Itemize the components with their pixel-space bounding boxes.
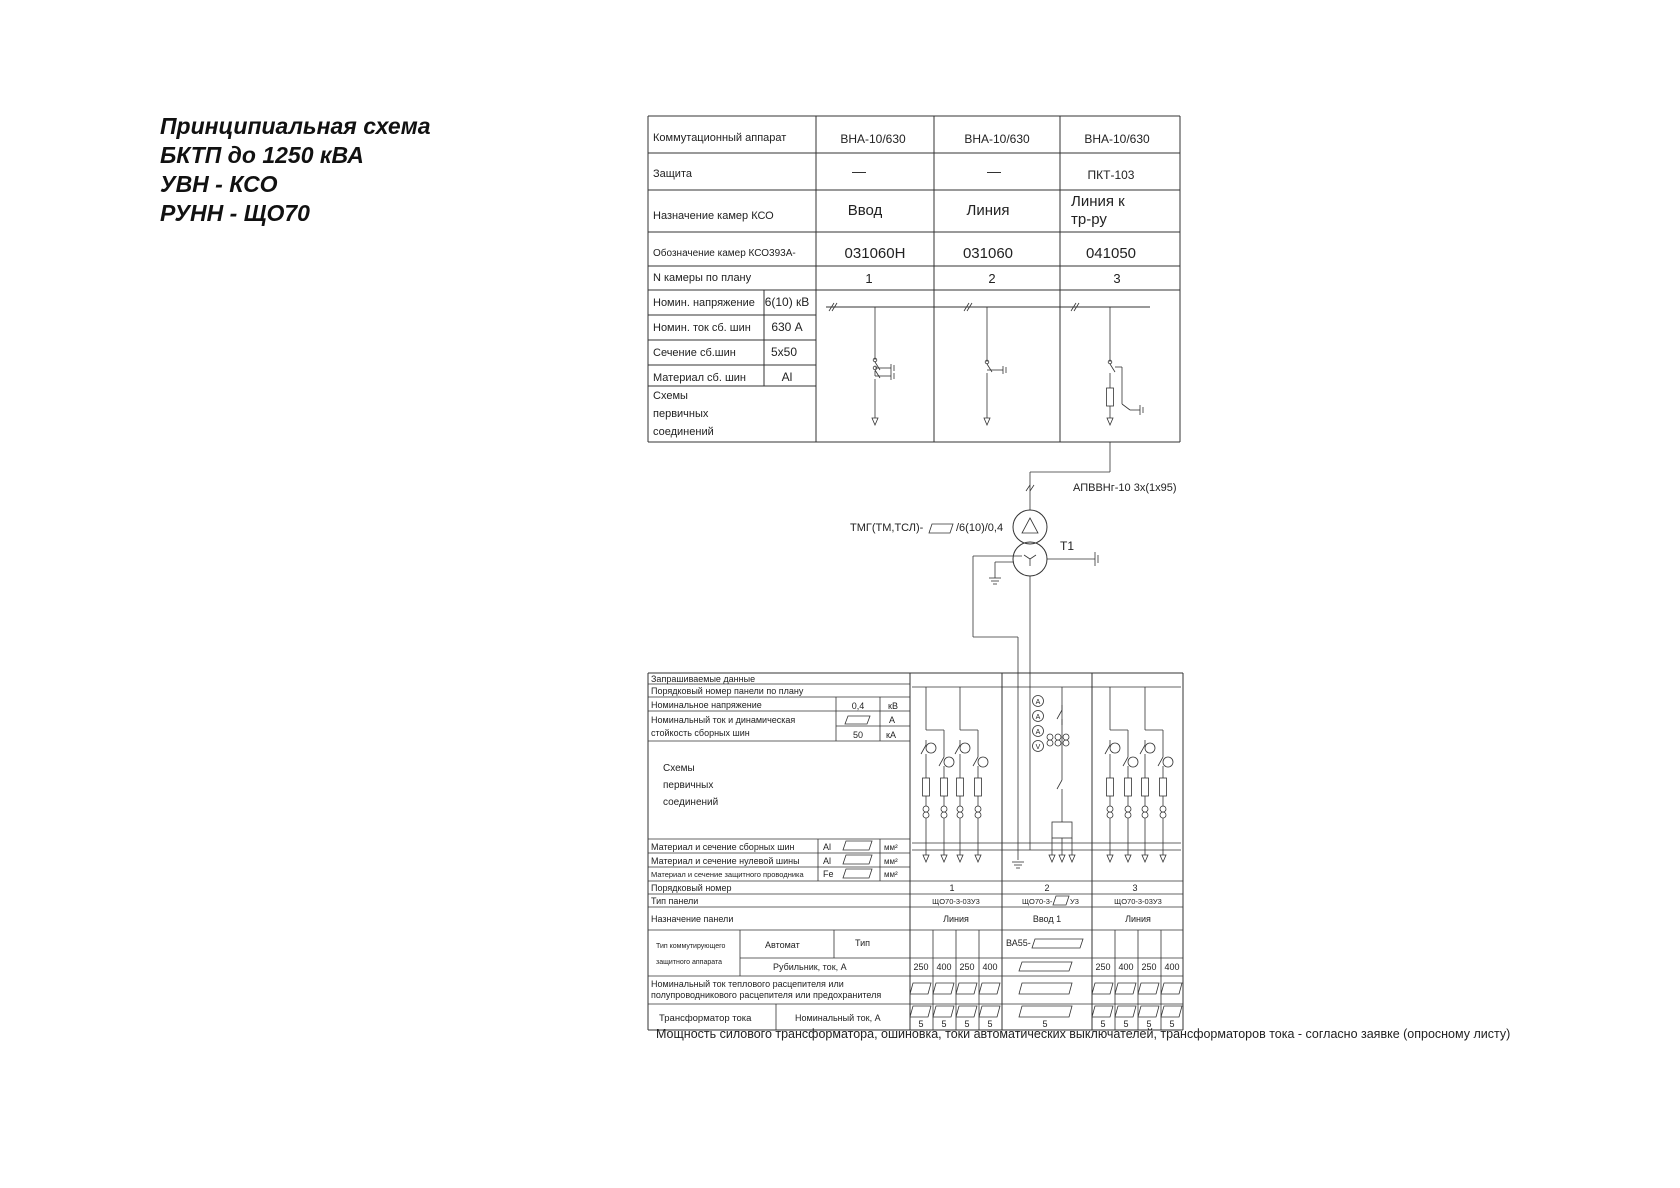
lv-label-order: Порядковый номер (651, 883, 732, 893)
lv-label-ct-current: Номинальный ток, А (795, 1013, 881, 1023)
lv-label-thermal-2: полупроводникового расцепителя или предохранителя (651, 990, 882, 1000)
lv-label-schemes-1: Схемы (663, 763, 695, 774)
lv-p1-ct-4: 5 (987, 1019, 993, 1029)
hv-col3-purpose: Линия к (1071, 193, 1125, 210)
lv-label-order-plan: Порядковый номер панели по плану (651, 686, 804, 696)
lv-voltage-unit: кВ (888, 701, 898, 711)
lv-p3-ct-4: 5 (1169, 1019, 1175, 1029)
transformer-t1 (850, 442, 1177, 850)
hv-col3-purpose-2: тр-ру (1071, 211, 1107, 228)
lv-panel2-type-suffix: У3 (1070, 897, 1079, 906)
transformer-type-prefix: ТМГ(ТМ,ТСЛ)- (850, 522, 924, 534)
lv-p1-current-2: 400 (936, 962, 952, 972)
lv-label-mat-bus: Материал и сечение сборных шин (651, 842, 795, 852)
hv-col3-protection: ПКТ-103 (1087, 168, 1135, 182)
hv-label-number: N камеры по плану (653, 272, 752, 284)
hv-col3-designation: 041050 (1085, 245, 1137, 262)
hv-col1-apparatus: ВНА-10/630 (840, 132, 906, 146)
lv-p1-ct-2: 5 (941, 1019, 947, 1029)
lv-label-switch-type-1: Тип коммутирующего (656, 943, 726, 950)
hv-col3-number: 3 (1113, 271, 1121, 286)
hv-table (648, 116, 1180, 442)
svg-text:A: A (1035, 729, 1041, 736)
lv-p1-current-1: 250 (913, 962, 929, 972)
title-line-1: Принципиальная схема (160, 113, 431, 139)
lv-p3-current-2: 400 (1118, 962, 1134, 972)
hv-label-section: Сечение сб.шин (653, 347, 736, 359)
lv-label-schemes-2: первичных (663, 780, 714, 791)
hv-value-current: 630 А (771, 320, 803, 334)
lv-label-switch-type-2: защитного аппарата (656, 959, 722, 966)
lv-label-thermal-1: Номинальный ток теплового расцепителя или (651, 979, 844, 989)
lv-p2-ct-1: 5 (1042, 1019, 1048, 1029)
lv-single-line (912, 687, 1181, 868)
hv-col1-protection: — (852, 163, 866, 179)
hv-label-current: Номин. ток сб. шин (653, 322, 751, 334)
lv-panel2-type-prefix: ЩО70-3- (1022, 897, 1053, 906)
hv-single-line (826, 303, 1150, 425)
hv-col2-designation: 031060 (962, 245, 1014, 262)
lv-label-panel-type: Тип панели (651, 896, 699, 906)
lv-p3-current-1: 250 (1095, 962, 1111, 972)
hv-label-schemes-3: соединений (653, 426, 714, 438)
lv-mat-pe-value: Fe (823, 869, 834, 879)
lv-label-requested: Запрашиваемые данные (651, 674, 756, 684)
hv-label-purpose: Назначение камер КСО (653, 210, 774, 222)
title-line-4: РУНН - ЩО70 (160, 200, 310, 226)
lv-mm2-bus: мм² (884, 843, 898, 852)
hv-label-material: Материал сб. шин (653, 372, 747, 384)
lv-panel3-purpose: Линия (1125, 914, 1151, 924)
svg-text:A: A (1035, 699, 1041, 706)
lv-mm2-pe: мм² (884, 870, 898, 879)
hv-label-schemes-1: Схемы (653, 390, 688, 402)
lv-label-schemes-3: соединений (663, 797, 719, 808)
lv-p3-ct-2: 5 (1123, 1019, 1129, 1029)
lv-panel1-number: 1 (949, 883, 955, 893)
hv-value-voltage: 6(10) кВ (764, 295, 810, 309)
lv-ka-unit: кА (886, 730, 896, 740)
lv-panel3-number: 3 (1132, 883, 1138, 893)
lv-mat-zero-value: Al (823, 856, 832, 866)
hv-label-voltage: Номин. напряжение (653, 297, 755, 309)
lv-p3-ct-1: 5 (1100, 1019, 1106, 1029)
title-line-2: БКТП до 1250 кВА (160, 142, 364, 168)
lv-p3-current-4: 400 (1164, 962, 1180, 972)
hv-col1-purpose: Ввод (847, 202, 883, 219)
lv-ka-value: 50 (852, 730, 864, 740)
cable-spec: АПВВНг-10 3х(1х95) (1073, 482, 1177, 494)
hv-col1-number: 1 (865, 271, 873, 286)
lv-label-automat: Автомат (765, 940, 800, 950)
lv-panel2-incomer (1033, 687, 1076, 862)
hv-label-protection: Защита (653, 168, 692, 180)
lv-panel1-feeders (921, 687, 988, 862)
lv-panel2-breaker: ВА55- (1006, 938, 1031, 948)
lv-voltage-value: 0,4 (851, 701, 865, 711)
hv-value-material: Al (781, 370, 793, 384)
lv-table (648, 673, 1183, 1030)
lv-label-ct: Трансформатор тока (659, 1013, 752, 1024)
lv-label-nom-current-1: Номинальный ток и динамическая (651, 715, 796, 725)
hv-col2-protection: — (987, 163, 1001, 179)
hv-label-apparatus: Коммутационный аппарат (653, 132, 787, 144)
lv-panel1-type: ЩО70-3-03У3 (932, 897, 980, 906)
svg-text:V: V (1035, 744, 1041, 751)
lv-label-breaker: Рубильник, ток, А (773, 962, 847, 972)
hv-col2-number: 2 (988, 271, 996, 286)
lv-p3-current-3: 250 (1141, 962, 1157, 972)
hv-value-section: 5х50 (770, 345, 798, 359)
lv-panel3-feeders (1105, 687, 1173, 862)
lv-panel3-type: ЩО70-3-03У3 (1114, 897, 1162, 906)
footnote: Мощность силового трансформатора, ошиновка, токи автоматических выключателей, трансформаторов тока - согласно заявке (опросному листу) (656, 1027, 1511, 1041)
hv-col2-purpose: Линия (966, 202, 1010, 219)
transformer-type-suffix: /6(10)/0,4 (956, 522, 1004, 534)
lv-label-nom-voltage: Номинальное напряжение (651, 700, 762, 710)
transformer-hv-winding (1013, 510, 1047, 544)
lv-label-mat-zero: Материал и сечение нулевой шины (651, 856, 800, 866)
hv-col3-apparatus: ВНА-10/630 (1084, 132, 1150, 146)
lv-panel1-purpose: Линия (943, 914, 969, 924)
lv-panel2-purpose: Ввод 1 (1032, 914, 1062, 924)
lv-label-type: Тип (855, 938, 871, 948)
title-line-3: УВН - КСО (160, 171, 278, 197)
lv-label-nom-current-2: стойкость сборных шин (651, 728, 750, 738)
lv-p1-current-3: 250 (959, 962, 975, 972)
svg-text:A: A (1035, 714, 1041, 721)
hv-label-designation: Обозначение камер КСО393А- (653, 248, 796, 259)
hv-col2-apparatus: ВНА-10/630 (964, 132, 1030, 146)
lv-current-unit: А (889, 715, 896, 725)
lv-mat-bus-value: Al (823, 842, 832, 852)
lv-label-panel-purpose: Назначение панели (651, 914, 734, 924)
hv-col1-designation: 031060Н (844, 245, 906, 262)
lv-p3-ct-3: 5 (1146, 1019, 1152, 1029)
transformer-label: Т1 (1060, 539, 1075, 553)
lv-p1-ct-3: 5 (964, 1019, 970, 1029)
lv-label-mat-pe: Материал и сечение защитного проводника (651, 870, 804, 879)
lv-p1-ct-1: 5 (918, 1019, 924, 1029)
lv-panel2-number: 2 (1044, 883, 1050, 893)
lv-mm2-zero: мм² (884, 857, 898, 866)
lv-p1-current-4: 400 (982, 962, 998, 972)
hv-label-schemes-2: первичных (653, 408, 709, 420)
